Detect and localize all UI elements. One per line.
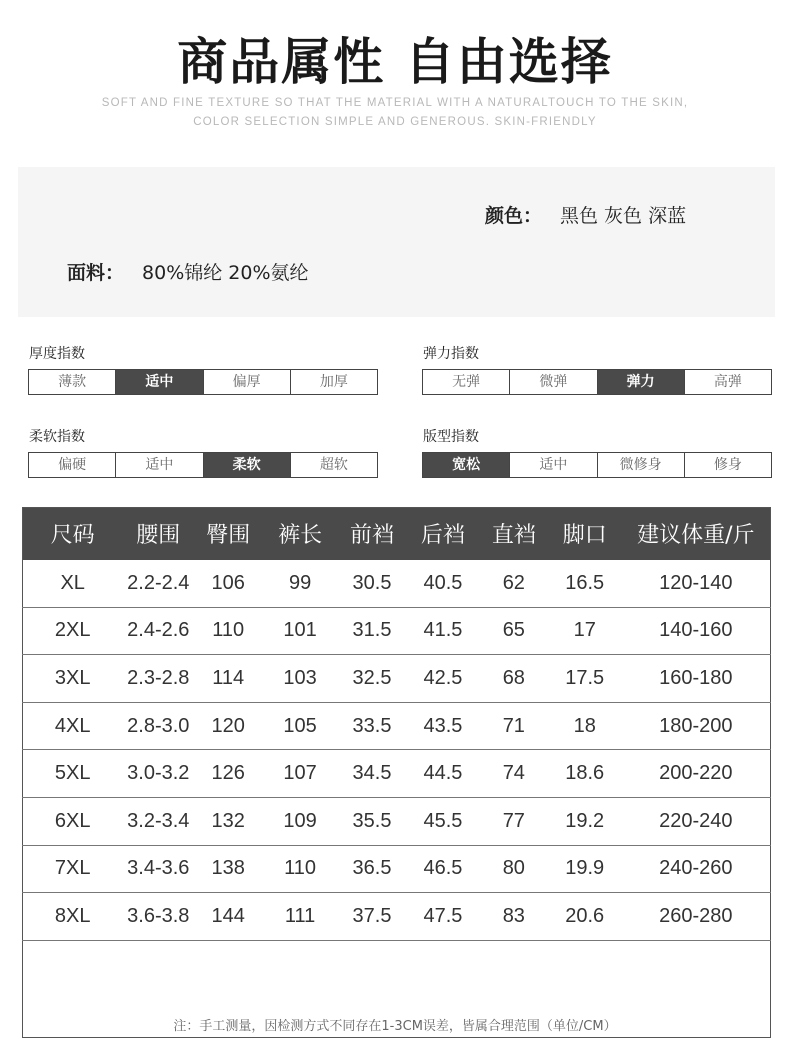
fit-index-title: 版型指数: [423, 429, 479, 445]
size-table-cell: 2.3-2.8: [122, 655, 194, 703]
size-table-cell: 62: [480, 560, 548, 608]
color-value: 黑色 灰色 深蓝: [560, 205, 687, 227]
softness-index-title: 柔软指数: [29, 429, 85, 445]
size-table-cell: 3.6-3.8: [122, 893, 194, 941]
size-table-cell: 109: [262, 797, 338, 845]
thickness-option: 偏厚: [204, 370, 291, 394]
elasticity-index-title: 弹力指数: [423, 346, 479, 362]
size-table-cell: 2.4-2.6: [122, 607, 194, 655]
subtitle-line-1: SOFT AND FINE TEXTURE SO THAT THE MATERIAL WITH A NATURALTOUCH TO THE SKIN,: [101, 97, 689, 109]
size-table-header-cell: 脚口: [548, 508, 622, 560]
size-table-header-cell: 臀围: [194, 508, 262, 560]
page-title: 商品属性 自由选择: [177, 33, 613, 91]
size-table-row: [23, 560, 771, 608]
size-table-body: [23, 560, 771, 1038]
fit-option: 宽松: [423, 453, 510, 477]
size-table-cell: 46.5: [406, 845, 480, 893]
fit-option: 适中: [510, 453, 597, 477]
size-table-cell: 120-140: [622, 560, 771, 608]
size-chart-table: [22, 507, 771, 1038]
size-table-cell: 20.6: [548, 893, 622, 941]
size-table-header-cell: 直裆: [480, 508, 548, 560]
elasticity-index-bar: [422, 369, 772, 395]
size-table-cell: 44.5: [406, 750, 480, 798]
thickness-option: 适中: [116, 370, 203, 394]
size-table-cell: 31.5: [338, 607, 406, 655]
size-table-cell: 101: [262, 607, 338, 655]
size-table-cell: 3XL: [23, 655, 123, 703]
size-table-cell: 3.2-3.4: [122, 797, 194, 845]
size-table-cell: 41.5: [406, 607, 480, 655]
softness-index-bar: [28, 452, 378, 478]
measurement-footnote: 注：手工测量，因检测方式不同存在1-3CM误差，皆属合理范围（单位/CM）: [173, 1019, 617, 1034]
size-table-cell: 140-160: [622, 607, 771, 655]
softness-option: 适中: [116, 453, 203, 477]
size-table-cell: 110: [262, 845, 338, 893]
thickness-index-title: 厚度指数: [29, 346, 85, 362]
fit-index-bar: [422, 452, 772, 478]
size-table-cell: 68: [480, 655, 548, 703]
size-table-cell: 80: [480, 845, 548, 893]
size-table-header-cell: 建议体重/斤: [622, 508, 771, 560]
softness-option: 超软: [291, 453, 377, 477]
size-table-cell: 110: [194, 607, 262, 655]
size-table-cell: 2XL: [23, 607, 123, 655]
size-table-row: [23, 845, 771, 893]
thickness-index-bar: [28, 369, 378, 395]
elasticity-option: 无弹: [423, 370, 510, 394]
size-table-cell: 240-260: [622, 845, 771, 893]
size-table-cell: 18: [548, 702, 622, 750]
size-table-cell: 260-280: [622, 893, 771, 941]
size-table-cell: 7XL: [23, 845, 123, 893]
softness-option: 偏硬: [29, 453, 116, 477]
size-table-cell: 126: [194, 750, 262, 798]
size-table-cell: 36.5: [338, 845, 406, 893]
size-table-cell: 37.5: [338, 893, 406, 941]
size-table-cell: 3.4-3.6: [122, 845, 194, 893]
color-label: 颜色：: [485, 205, 543, 227]
size-table-cell: 65: [480, 607, 548, 655]
size-table-header-cell: 后裆: [406, 508, 480, 560]
fit-option: 修身: [685, 453, 771, 477]
size-table-cell: 200-220: [622, 750, 771, 798]
elasticity-option: 高弹: [685, 370, 771, 394]
size-table-cell: 18.6: [548, 750, 622, 798]
softness-option: 柔软: [204, 453, 291, 477]
elasticity-option: 微弹: [510, 370, 597, 394]
size-table-cell: 106: [194, 560, 262, 608]
size-table-cell: 180-200: [622, 702, 771, 750]
size-table-cell: 32.5: [338, 655, 406, 703]
size-table-header-row: [23, 508, 771, 560]
size-table-cell: 42.5: [406, 655, 480, 703]
size-table-cell: 35.5: [338, 797, 406, 845]
size-table-row: [23, 893, 771, 941]
thickness-option: 加厚: [291, 370, 377, 394]
size-table-header-cell: 尺码: [23, 508, 123, 560]
size-table-cell: XL: [23, 560, 123, 608]
size-table-cell: 40.5: [406, 560, 480, 608]
size-table-cell: 103: [262, 655, 338, 703]
size-table-cell: 17.5: [548, 655, 622, 703]
size-table-cell: 107: [262, 750, 338, 798]
size-table-row: [23, 655, 771, 703]
size-table-cell: 138: [194, 845, 262, 893]
size-table-cell: 71: [480, 702, 548, 750]
size-table-header-cell: 前裆: [338, 508, 406, 560]
attributes-panel: [18, 167, 775, 317]
size-table-cell: 5XL: [23, 750, 123, 798]
size-table-row: [23, 750, 771, 798]
size-table-header-cell: 裤长: [262, 508, 338, 560]
size-table-cell: 33.5: [338, 702, 406, 750]
size-table-header-cell: 腰围: [122, 508, 194, 560]
size-table-row: [23, 702, 771, 750]
size-table-row: [23, 607, 771, 655]
size-table-cell: 120: [194, 702, 262, 750]
size-table-cell: 19.2: [548, 797, 622, 845]
fabric-value: 80%锦纶 20%氨纶: [142, 262, 309, 284]
size-table-cell: 2.8-3.0: [122, 702, 194, 750]
size-table-cell: 6XL: [23, 797, 123, 845]
fit-option: 微修身: [598, 453, 685, 477]
size-table-cell: 16.5: [548, 560, 622, 608]
size-table-cell: 220-240: [622, 797, 771, 845]
size-table-cell: 2.2-2.4: [122, 560, 194, 608]
size-table-cell: 144: [194, 893, 262, 941]
size-table-cell: 83: [480, 893, 548, 941]
size-table-cell: 77: [480, 797, 548, 845]
size-table-cell: 114: [194, 655, 262, 703]
size-table-cell: 74: [480, 750, 548, 798]
size-table-cell: 4XL: [23, 702, 123, 750]
size-table-cell: 34.5: [338, 750, 406, 798]
size-table-cell: 105: [262, 702, 338, 750]
color-attribute: [485, 201, 686, 228]
size-table-cell: 30.5: [338, 560, 406, 608]
size-table-cell: 8XL: [23, 893, 123, 941]
size-table-cell: 47.5: [406, 893, 480, 941]
size-table-cell: 45.5: [406, 797, 480, 845]
fabric-label: 面料：: [67, 262, 125, 284]
size-table-cell: 160-180: [622, 655, 771, 703]
size-table-row: [23, 797, 771, 845]
subtitle-line-2: COLOR SELECTION SIMPLE AND GENEROUS. SKIN-FRIENDLY: [193, 116, 597, 128]
size-table-cell: 43.5: [406, 702, 480, 750]
size-table-cell: 132: [194, 797, 262, 845]
size-table-cell: 3.0-3.2: [122, 750, 194, 798]
size-table-cell: 17: [548, 607, 622, 655]
size-table-cell: 99: [262, 560, 338, 608]
fabric-attribute: [67, 258, 309, 285]
thickness-option: 薄款: [29, 370, 116, 394]
size-table-cell: 111: [262, 893, 338, 941]
elasticity-option: 弹力: [598, 370, 685, 394]
size-table-cell: 19.9: [548, 845, 622, 893]
